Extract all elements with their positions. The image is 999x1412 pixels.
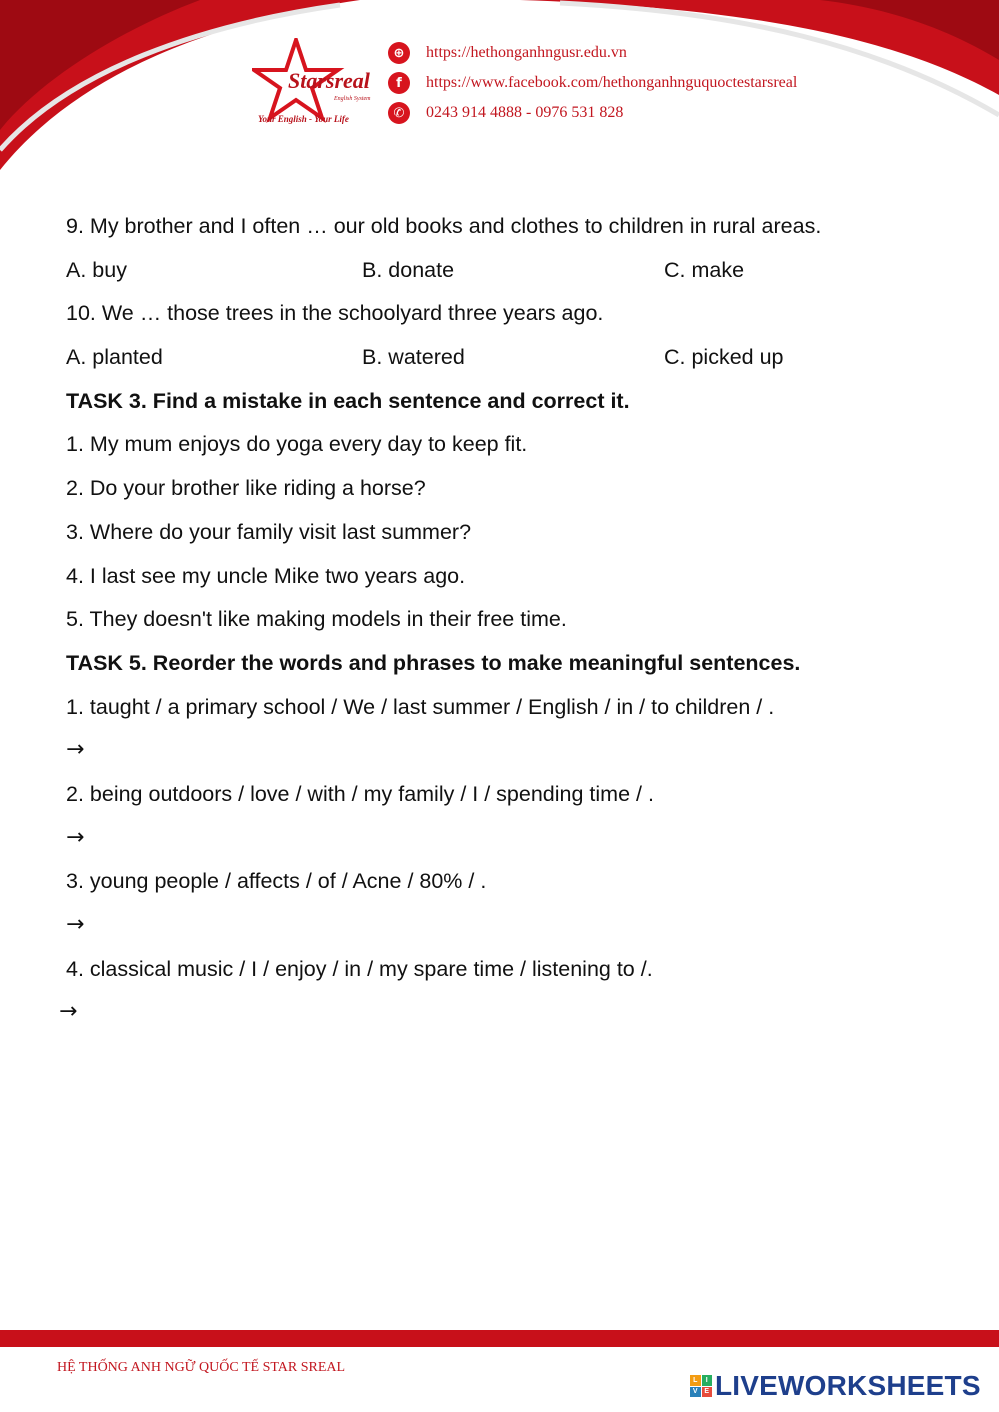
answer-arrow[interactable]: → (59, 999, 78, 1025)
task5-item-3: 3. young people / affects / of / Acne / 80% / . (66, 869, 487, 894)
answer-arrow[interactable]: → (66, 737, 85, 763)
facebook-url[interactable]: https://www.facebook.com/hethonganhnguquoctestarsreal (426, 74, 798, 91)
task3-title: TASK 3. Find a mistake in each sentence and correct it. (66, 388, 630, 413)
task3-item-5: 5. They doesn't like making models in their free time. (66, 607, 567, 632)
option-c: C. picked up (664, 345, 784, 370)
contact-facebook[interactable] (388, 68, 797, 98)
option-a: A. planted (66, 345, 163, 370)
logo-tagline: Your English - Your Life (258, 114, 349, 124)
liveworksheets-text: LIVEWORKSHEETS (715, 1370, 981, 1401)
question-9: 9. My brother and I often … our old books and clothes to children in rural areas. (66, 214, 822, 238)
task5-item-4: 4. classical music / I / enjoy / in / my spare time / listening to /. (66, 956, 653, 981)
task3-item-3: 3. Where do your family visit last summer? (66, 519, 472, 544)
phone-number: 0243 914 4888 - 0976 531 828 (426, 104, 624, 121)
question-10: 10. We … those trees in the schoolyard three years ago. (66, 301, 604, 326)
option-a: A. buy (66, 257, 127, 282)
task3-item-2: 2. Do your brother like riding a horse? (66, 476, 426, 501)
footer-bar (0, 1330, 999, 1347)
task5-item-2: 2. being outdoors / love / with / my family / I / spending time / . (66, 781, 654, 806)
option-b: B. watered (362, 345, 465, 370)
task3-item-4: 4. I last see my uncle Mike two years ago. (66, 563, 466, 588)
footer-school-name: HỆ THỐNG ANH NGỮ QUỐC TẾ STAR SREAL (57, 1360, 346, 1375)
globe-icon: ⊕ (388, 42, 410, 64)
option-b: B. donate (362, 257, 455, 282)
liveworksheets-icon: L I V E (690, 1375, 712, 1397)
contact-phone (388, 98, 797, 128)
task5-item-1: 1. taught / a primary school / We / last summer / English / in / to children / . (66, 694, 775, 719)
answer-arrow[interactable]: → (66, 824, 85, 850)
logo-text: Starsreal (288, 68, 370, 93)
task3-item-1: 1. My mum enjoys do yoga every day to keep fit. (66, 432, 528, 457)
contact-list (388, 38, 797, 128)
phone-icon: ✆ (388, 102, 410, 124)
option-c: C. make (664, 257, 745, 282)
worksheet-content (59, 207, 946, 1037)
contact-website[interactable] (388, 38, 797, 68)
website-url[interactable]: https://hethonganhngusr.edu.vn (426, 44, 627, 61)
logo-small-text: English System (334, 96, 371, 102)
liveworksheets-logo[interactable] (690, 1370, 981, 1402)
facebook-icon: f (388, 72, 410, 94)
answer-arrow[interactable]: → (66, 912, 85, 937)
question-10-options (66, 338, 946, 382)
question-9-options (66, 251, 946, 295)
task5-title: TASK 5. Reorder the words and phrases to make meaningful sentences. (66, 650, 801, 675)
